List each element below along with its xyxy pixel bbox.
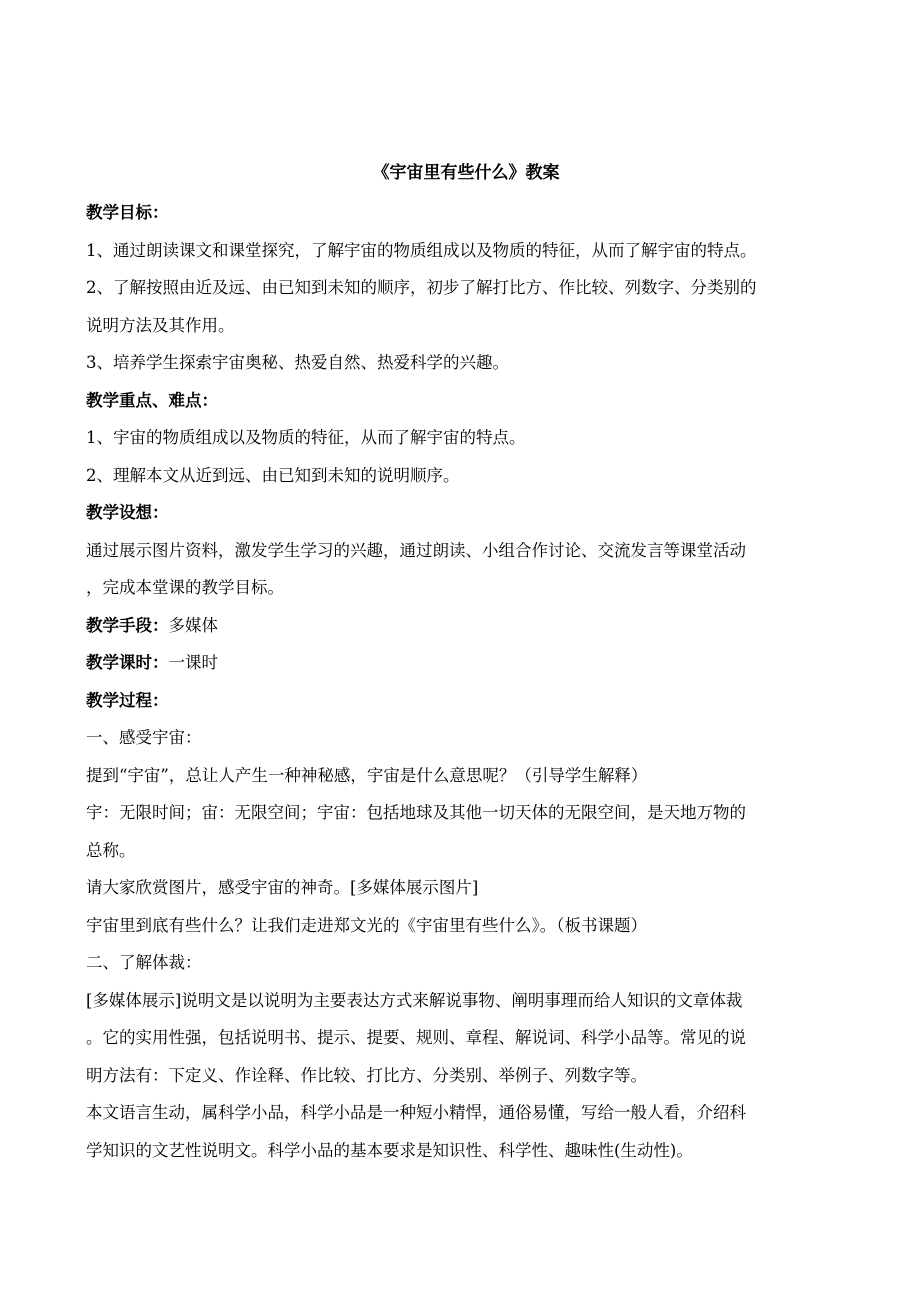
design-line: ，完成本堂课的教学目标。	[86, 578, 284, 597]
process-line: 明方法有：下定义、作诠释、作比较、打比方、分类别、举例子、列数字等。	[86, 1065, 647, 1085]
process-line: 。它的实用性强，包括说明书、提示、提要、规则、章程、解说词、科学小品等。常见的说	[86, 1028, 746, 1047]
objective-line: 2、了解按照由近及远、由已知到未知的顺序，初步了解打比方、作比较、列数字、分类别的	[86, 278, 757, 297]
design-heading: 教学设想：	[86, 503, 169, 522]
process-line: 提到“宇宙”，总让人产生一种神秘感，宇宙是什么意思呢？（引导学生解释）	[86, 765, 648, 785]
objective-line: 1、通过朗读课文和课堂探究，了解宇宙的物质组成以及物质的特征，从而了解宇宙的特点。	[86, 240, 757, 260]
means-row	[86, 607, 846, 645]
hours-row	[86, 644, 846, 682]
objective-line: 说明方法及其作用。	[86, 315, 235, 335]
objectives-heading: 教学目标：	[86, 203, 169, 222]
process-line: [多媒体展示]说明文是以说明为主要表达方式来解说事物、阐明事理而给人知识的文章体裁	[86, 990, 743, 1010]
process-line: 本文语言生动，属科学小品，科学小品是一种短小精悍，通俗易懂，写给一般人看，介绍科	[86, 1103, 746, 1122]
hours-label: 教学课时：	[86, 653, 169, 672]
document-page	[86, 158, 846, 1169]
objective-line: 3、培养学生探索宇宙奥秘、热爱自然、热爱科学的兴趣。	[86, 353, 509, 372]
process-line: 宇：无限时间；宙：无限空间；宇宙：包括地球及其他一切天体的无限空间，是天地万物的	[86, 803, 746, 822]
process-line: 一、感受宇宙：	[86, 728, 202, 747]
process-line: 学知识的文艺性说明文。科学小品的基本要求是知识性、科学性、趣味性(生动性)。	[86, 1140, 693, 1160]
hours-value: 一课时	[168, 653, 218, 672]
process-line: 请大家欣赏图片，感受宇宙的神奇。[多媒体展示图片]	[86, 878, 479, 897]
key-points-heading: 教学重点、难点：	[86, 390, 218, 410]
document-title: 《宇宙里有些什么》教案	[372, 163, 560, 183]
design-line: 通过展示图片资料，激发学生学习的兴趣，通过朗读、小组合作讨论、交流发言等课堂活动	[86, 540, 746, 560]
process-line: 二、了解体裁：	[86, 953, 202, 972]
process-line: 宇宙里到底有些什么？让我们走进郑文光的《宇宙里有些什么》。（板书课题）	[86, 915, 647, 935]
key-point-line: 1、宇宙的物质组成以及物质的特征，从而了解宇宙的特点。	[86, 428, 526, 447]
process-heading: 教学过程：	[86, 690, 169, 710]
process-line: 总称。	[86, 840, 136, 860]
key-point-line: 2、理解本文从近到远、由已知到未知的说明顺序。	[86, 465, 460, 485]
means-value: 多媒体	[168, 615, 218, 635]
means-label: 教学手段：	[86, 615, 169, 635]
